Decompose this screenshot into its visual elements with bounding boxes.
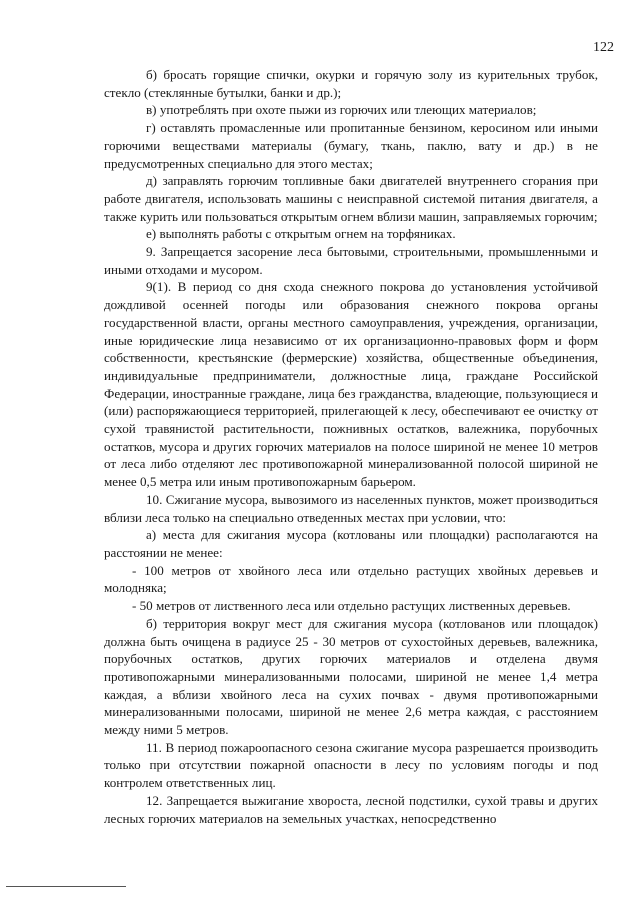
list-item-50m: - 50 метров от лиственного леса или отдельно растущих лиственных деревьев.: [132, 598, 571, 614]
paragraph-e: е) выполнять работы с открытым огнем на торфяниках.: [146, 226, 456, 242]
paragraph-12: 12. Запрещается выжигание хвороста, лесной подстилки, сухой травы и других лесных горючих материалов на земельных участках, непосредственно: [104, 792, 598, 826]
list-item-100m: - 100 метров от хвойного леса или отдельно растущих хвойных деревьев и молодняка;: [104, 562, 598, 596]
paragraph-g: г) оставлять промасленные или пропитанные бензином, керосином или иными горючими веществами материалы (бумагу, ткань, паклю, вату и др.) в не предусмотренных специально для этого местах;: [104, 120, 598, 171]
paragraph-10: 10. Сжигание мусора, вывозимого из населенных пунктов, может производиться вблизи леса только на специально отведенных местах при условии, что:: [104, 491, 598, 525]
paragraph-d: д) заправлять горючим топливные баки двигателей внутреннего сгорания при работе двигателя, использовать машины с неисправной системой питания двигателя, а также курить или пользоваться открытым огнем вблизи машин, заправляемых горючим;: [104, 173, 598, 224]
paragraph-10-a: а) места для сжигания мусора (котлованы или площадки) располагаются на расстоянии не менее:: [104, 527, 598, 560]
paragraph-11: 11. В период пожароопасного сезона сжигание мусора разрешается производить только при отсутствии пожарной опасности в лесу по условиям погоды и под контролем ответственных лиц.: [104, 739, 598, 791]
paragraph-b: б) бросать горящие спички, окурки и горячую золу из курительных трубок, стекло (стеклянные бутылки, банки и др.);: [104, 67, 598, 100]
paragraph-v: в) употреблять при охоте пыжи из горючих или тлеющих материалов;: [146, 102, 537, 118]
paragraph-9-1: 9(1). В период со дня схода снежного покрова до установления устойчивой дождливой осенней погоды или образования снежного покрова органы государственной власти, органы местного самоуправления, учреждения, организации, иные юридические лица независимо от их организационно-правовых форм и форм собственности, крестьянские (фермерские) хозяйства, общественные объединения, индивидуальные предприниматели, должностные лица, граждане Российской Федерации, иностранные граждане, лица без гражданства, владеющие, пользующиеся и (или) распоряжающиеся территорией, прилегающей к лесу, обеспечивают ее очистку от сухой травянистой растительности, пожнивных остатков, валежника, порубочных остатков, мусора и других горючих материалов на полосе шириной не менее 10 метров от леса либо отделяют лес противопожарной минерализованной полосой шириной не менее 0,5 метра или иным противопожарным барьером.: [104, 279, 598, 490]
footnote-divider: [6, 886, 126, 887]
document-body: [104, 66, 598, 827]
paragraph-9: 9. Запрещается засорение леса бытовыми, строительными, промышленными и иными отходами и мусором.: [104, 244, 598, 277]
page-number: 122: [593, 40, 614, 55]
paragraph-10-b: б) территория вокруг мест для сжигания мусора (котлованов или площадок) должна быть очищена в радиусе 25 - 30 метров от сухостойных деревьев, валежника, порубочных остатков, других горючих материалов и отделена двумя противопожарными минерализованными полосами, шириной не менее 1,4 метра каждая, а вблизи хвойного леса на сухих почвах - двумя противопожарными минерализованными полосами, шириной не менее 2,6 метра каждая, с расстоянием между ними 5 метров.: [104, 615, 598, 738]
